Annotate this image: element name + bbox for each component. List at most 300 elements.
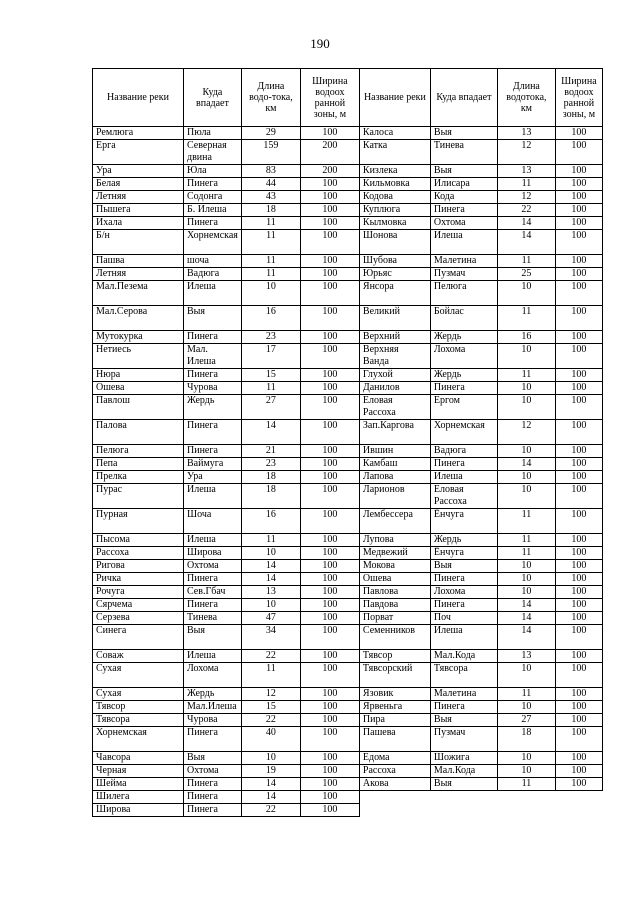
left-length-cell: 11 — [241, 382, 300, 395]
left-outflow-cell: Пинега — [184, 727, 242, 752]
left-length-cell: 14 — [241, 420, 300, 445]
empty-cell — [497, 791, 555, 804]
right-outflow-cell: Хорнемская — [430, 420, 497, 445]
right-outflow-cell: Ёнчуга — [430, 547, 497, 560]
left-length-cell: 47 — [241, 612, 300, 625]
table-row — [93, 688, 603, 701]
left-zone-width-cell: 100 — [300, 306, 359, 331]
right-zone-width-cell: 100 — [555, 191, 602, 204]
left-river-name-cell: Пурас — [93, 484, 184, 509]
left-river-name-cell: Тявсор — [93, 701, 184, 714]
right-outflow-cell: Мал.Кода — [430, 765, 497, 778]
right-river-name-cell: Мокова — [359, 560, 430, 573]
left-length-cell: 14 — [241, 560, 300, 573]
right-outflow-cell: Ёнчуга — [430, 509, 497, 534]
right-outflow-cell: Поч — [430, 612, 497, 625]
left-zone-width-cell: 100 — [300, 127, 359, 140]
right-length-cell: 10 — [497, 382, 555, 395]
right-outflow-cell: Илеша — [430, 230, 497, 255]
left-outflow-cell: Северная двина — [184, 140, 242, 165]
left-outflow-cell: Пинега — [184, 804, 242, 817]
left-outflow-cell: Илеша — [184, 534, 242, 547]
table-row — [93, 612, 603, 625]
right-outflow-cell: Лохома — [430, 344, 497, 369]
table-row — [93, 420, 603, 445]
left-zone-width-cell: 100 — [300, 599, 359, 612]
right-river-name-cell: Великий — [359, 306, 430, 331]
left-outflow-cell: Пинега — [184, 369, 242, 382]
table-header-row — [93, 69, 603, 127]
table-row — [93, 178, 603, 191]
table-row — [93, 471, 603, 484]
left-length-cell: 14 — [241, 778, 300, 791]
right-length-cell: 13 — [497, 165, 555, 178]
left-length-cell: 11 — [241, 534, 300, 547]
left-length-cell: 21 — [241, 445, 300, 458]
left-outflow-cell: Ваймуга — [184, 458, 242, 471]
right-length-cell: 14 — [497, 625, 555, 650]
left-length-cell: 11 — [241, 268, 300, 281]
right-outflow-cell: Жердь — [430, 369, 497, 382]
left-outflow-cell: Лохома — [184, 663, 242, 688]
right-length-cell: 10 — [497, 560, 555, 573]
left-outflow-cell: Шоча — [184, 509, 242, 534]
right-length-cell: 10 — [497, 752, 555, 765]
left-zone-width-cell: 100 — [300, 204, 359, 217]
left-length-cell: 10 — [241, 752, 300, 765]
right-zone-width-cell: 100 — [555, 178, 602, 191]
right-zone-width-cell: 100 — [555, 625, 602, 650]
right-zone-width-cell: 100 — [555, 445, 602, 458]
left-length-cell: 11 — [241, 217, 300, 230]
left-outflow-cell: Пинега — [184, 599, 242, 612]
table-row — [93, 573, 603, 586]
table-row — [93, 791, 603, 804]
left-outflow-cell: Мал.Илеша — [184, 701, 242, 714]
right-river-name-cell: Пашева — [359, 727, 430, 752]
left-zone-width-cell: 100 — [300, 230, 359, 255]
empty-cell — [359, 791, 430, 804]
left-river-name-cell: Черная — [93, 765, 184, 778]
left-river-name-cell: Хорнемская — [93, 727, 184, 752]
left-length-cell: 83 — [241, 165, 300, 178]
left-outflow-cell: Выя — [184, 306, 242, 331]
left-length-cell: 11 — [241, 663, 300, 688]
left-river-name-cell: Шейма — [93, 778, 184, 791]
left-river-name-cell: Ригова — [93, 560, 184, 573]
right-zone-width-cell: 100 — [555, 714, 602, 727]
left-outflow-cell: Илеша — [184, 281, 242, 306]
right-river-name-cell: Данилов — [359, 382, 430, 395]
table-row — [93, 701, 603, 714]
right-length-cell: 11 — [497, 509, 555, 534]
left-length-cell: 13 — [241, 586, 300, 599]
right-river-name-cell: Камбаш — [359, 458, 430, 471]
header-outflow-2: Куда впадает — [430, 69, 497, 127]
page-number: 190 — [310, 36, 330, 51]
right-length-cell: 18 — [497, 727, 555, 752]
empty-cell — [555, 791, 602, 804]
right-length-cell: 11 — [497, 534, 555, 547]
right-zone-width-cell: 100 — [555, 306, 602, 331]
left-outflow-cell: Пинега — [184, 178, 242, 191]
left-length-cell: 10 — [241, 547, 300, 560]
table-row — [93, 727, 603, 752]
left-river-name-cell: Тявсора — [93, 714, 184, 727]
right-river-name-cell: Кодова — [359, 191, 430, 204]
empty-cell — [430, 791, 497, 804]
right-zone-width-cell: 100 — [555, 268, 602, 281]
left-river-name-cell: Синега — [93, 625, 184, 650]
right-length-cell: 14 — [497, 458, 555, 471]
left-river-name-cell: Мал.Пезема — [93, 281, 184, 306]
right-river-name-cell: Кильмовка — [359, 178, 430, 191]
table-row — [93, 560, 603, 573]
table-row — [93, 382, 603, 395]
left-river-name-cell: Ерга — [93, 140, 184, 165]
right-zone-width-cell: 100 — [555, 778, 602, 791]
left-outflow-cell: Жердь — [184, 688, 242, 701]
right-outflow-cell: Илеша — [430, 625, 497, 650]
right-outflow-cell: Пинега — [430, 458, 497, 471]
left-length-cell: 43 — [241, 191, 300, 204]
left-river-name-cell: Шилега — [93, 791, 184, 804]
rivers-table — [92, 68, 603, 817]
left-outflow-cell: Пинега — [184, 778, 242, 791]
right-zone-width-cell: 100 — [555, 382, 602, 395]
right-length-cell: 27 — [497, 714, 555, 727]
left-zone-width-cell: 100 — [300, 701, 359, 714]
left-zone-width-cell: 100 — [300, 573, 359, 586]
left-river-name-cell: Серзева — [93, 612, 184, 625]
right-length-cell: 13 — [497, 127, 555, 140]
left-length-cell: 10 — [241, 599, 300, 612]
left-outflow-cell: Хорнемская — [184, 230, 242, 255]
table-row — [93, 191, 603, 204]
left-length-cell: 15 — [241, 701, 300, 714]
right-river-name-cell: Зап.Каргова — [359, 420, 430, 445]
right-zone-width-cell: 100 — [555, 727, 602, 752]
right-zone-width-cell: 100 — [555, 255, 602, 268]
right-river-name-cell: Павлова — [359, 586, 430, 599]
right-length-cell: 16 — [497, 331, 555, 344]
right-river-name-cell: Лупова — [359, 534, 430, 547]
left-river-name-cell: Рассоха — [93, 547, 184, 560]
table-row — [93, 306, 603, 331]
left-outflow-cell: Пинега — [184, 217, 242, 230]
left-river-name-cell: Нетиесь — [93, 344, 184, 369]
right-length-cell: 10 — [497, 484, 555, 509]
table-row — [93, 599, 603, 612]
left-length-cell: 17 — [241, 344, 300, 369]
right-outflow-cell: Ергом — [430, 395, 497, 420]
right-zone-width-cell: 100 — [555, 612, 602, 625]
left-zone-width-cell: 100 — [300, 331, 359, 344]
left-outflow-cell: Пинега — [184, 420, 242, 445]
table-row — [93, 165, 603, 178]
right-zone-width-cell: 100 — [555, 344, 602, 369]
right-outflow-cell: Пинега — [430, 573, 497, 586]
left-zone-width-cell: 100 — [300, 281, 359, 306]
table-row — [93, 804, 603, 817]
table-row — [93, 281, 603, 306]
left-zone-width-cell: 100 — [300, 727, 359, 752]
empty-cell — [497, 804, 555, 817]
right-outflow-cell: Пузмач — [430, 268, 497, 281]
right-length-cell: 22 — [497, 204, 555, 217]
left-length-cell: 27 — [241, 395, 300, 420]
header-protection-zone-width: Ширина водоох ранной зоны, м — [300, 69, 359, 127]
right-river-name-cell: Павдова — [359, 599, 430, 612]
left-zone-width-cell: 200 — [300, 140, 359, 165]
right-zone-width-cell: 100 — [555, 534, 602, 547]
table-row — [93, 534, 603, 547]
right-length-cell: 25 — [497, 268, 555, 281]
right-zone-width-cell: 100 — [555, 509, 602, 534]
right-river-name-cell: Ошева — [359, 573, 430, 586]
right-length-cell: 10 — [497, 663, 555, 688]
table-row — [93, 458, 603, 471]
left-length-cell: 18 — [241, 484, 300, 509]
right-river-name-cell: Шубова — [359, 255, 430, 268]
table-row — [93, 127, 603, 140]
right-river-name-cell: Язовик — [359, 688, 430, 701]
left-river-name-cell: Ошева — [93, 382, 184, 395]
right-river-name-cell: Глухой — [359, 369, 430, 382]
right-outflow-cell: Пинега — [430, 599, 497, 612]
right-outflow-cell: Шожига — [430, 752, 497, 765]
left-outflow-cell: Выя — [184, 752, 242, 765]
empty-cell — [430, 804, 497, 817]
left-river-name-cell: Ихала — [93, 217, 184, 230]
left-length-cell: 11 — [241, 230, 300, 255]
right-outflow-cell: Лохома — [430, 586, 497, 599]
empty-cell — [555, 804, 602, 817]
right-zone-width-cell: 100 — [555, 752, 602, 765]
right-length-cell: 14 — [497, 612, 555, 625]
left-zone-width-cell: 100 — [300, 804, 359, 817]
right-length-cell: 14 — [497, 599, 555, 612]
left-zone-width-cell: 100 — [300, 395, 359, 420]
left-zone-width-cell: 100 — [300, 191, 359, 204]
right-length-cell: 10 — [497, 586, 555, 599]
right-river-name-cell: Куплюга — [359, 204, 430, 217]
left-zone-width-cell: 100 — [300, 178, 359, 191]
table-row — [93, 484, 603, 509]
left-river-name-cell: Чавсора — [93, 752, 184, 765]
table-row — [93, 625, 603, 650]
left-river-name-cell: Павлош — [93, 395, 184, 420]
right-zone-width-cell: 100 — [555, 140, 602, 165]
right-zone-width-cell: 100 — [555, 420, 602, 445]
left-zone-width-cell: 100 — [300, 791, 359, 804]
right-outflow-cell: Кода — [430, 191, 497, 204]
empty-cell — [359, 804, 430, 817]
left-length-cell: 44 — [241, 178, 300, 191]
right-zone-width-cell: 100 — [555, 573, 602, 586]
right-outflow-cell: Охтома — [430, 217, 497, 230]
right-outflow-cell: Выя — [430, 778, 497, 791]
header-outflow: Куда впадает — [184, 69, 242, 127]
right-length-cell: 14 — [497, 230, 555, 255]
left-outflow-cell: Охтома — [184, 765, 242, 778]
left-length-cell: 14 — [241, 791, 300, 804]
right-length-cell: 11 — [497, 369, 555, 382]
left-length-cell: 29 — [241, 127, 300, 140]
left-length-cell: 23 — [241, 458, 300, 471]
table-row — [93, 369, 603, 382]
right-river-name-cell: Калоса — [359, 127, 430, 140]
right-zone-width-cell: 100 — [555, 127, 602, 140]
left-zone-width-cell: 100 — [300, 217, 359, 230]
table-row — [93, 268, 603, 281]
right-outflow-cell: Пинега — [430, 701, 497, 714]
left-zone-width-cell: 100 — [300, 509, 359, 534]
right-length-cell: 12 — [497, 420, 555, 445]
left-outflow-cell: Илеша — [184, 484, 242, 509]
table-row — [93, 714, 603, 727]
left-zone-width-cell: 100 — [300, 778, 359, 791]
right-river-name-cell: Юрьяс — [359, 268, 430, 281]
left-river-name-cell: Летняя — [93, 268, 184, 281]
left-length-cell: 11 — [241, 255, 300, 268]
header-length-2: Длина водотока, км — [497, 69, 555, 127]
right-length-cell: 10 — [497, 471, 555, 484]
left-outflow-cell: Вадюга — [184, 268, 242, 281]
left-zone-width-cell: 100 — [300, 268, 359, 281]
left-zone-width-cell: 100 — [300, 445, 359, 458]
left-zone-width-cell: 100 — [300, 255, 359, 268]
left-river-name-cell: Пепа — [93, 458, 184, 471]
left-river-name-cell: Ура — [93, 165, 184, 178]
table-row — [93, 547, 603, 560]
left-outflow-cell: Мал. Илеша — [184, 344, 242, 369]
right-outflow-cell: Илиcара — [430, 178, 497, 191]
left-zone-width-cell: 100 — [300, 765, 359, 778]
right-length-cell: 14 — [497, 217, 555, 230]
left-zone-width-cell: 100 — [300, 650, 359, 663]
table-row — [93, 509, 603, 534]
left-river-name-cell: Пышега — [93, 204, 184, 217]
left-zone-width-cell: 100 — [300, 688, 359, 701]
left-outflow-cell: Сев.Гбач — [184, 586, 242, 599]
right-river-name-cell: Ярвеньга — [359, 701, 430, 714]
right-river-name-cell: Рассоха — [359, 765, 430, 778]
right-outflow-cell: Малетина — [430, 255, 497, 268]
right-outflow-cell: Жердь — [430, 534, 497, 547]
left-outflow-cell: Пинега — [184, 445, 242, 458]
right-length-cell: 11 — [497, 255, 555, 268]
table-row — [93, 255, 603, 268]
right-length-cell: 11 — [497, 178, 555, 191]
right-river-name-cell: Семенников — [359, 625, 430, 650]
left-outflow-cell: Жердь — [184, 395, 242, 420]
left-length-cell: 18 — [241, 471, 300, 484]
right-outflow-cell: Пинега — [430, 204, 497, 217]
left-zone-width-cell: 100 — [300, 420, 359, 445]
right-zone-width-cell: 100 — [555, 369, 602, 382]
left-outflow-cell: Пинега — [184, 331, 242, 344]
left-length-cell: 14 — [241, 573, 300, 586]
right-length-cell: 10 — [497, 445, 555, 458]
left-river-name-cell: Палова — [93, 420, 184, 445]
right-outflow-cell: Выя — [430, 127, 497, 140]
right-zone-width-cell: 100 — [555, 165, 602, 178]
right-zone-width-cell: 100 — [555, 395, 602, 420]
table-row — [93, 331, 603, 344]
left-river-name-cell: Пашва — [93, 255, 184, 268]
left-length-cell: 16 — [241, 509, 300, 534]
right-river-name-cell: Верхний — [359, 331, 430, 344]
right-river-name-cell: Пира — [359, 714, 430, 727]
left-outflow-cell: Выя — [184, 625, 242, 650]
left-length-cell: 19 — [241, 765, 300, 778]
right-length-cell: 10 — [497, 344, 555, 369]
right-outflow-cell: Илеша — [430, 471, 497, 484]
right-length-cell: 12 — [497, 140, 555, 165]
right-river-name-cell: Лапова — [359, 471, 430, 484]
left-zone-width-cell: 100 — [300, 586, 359, 599]
table-row — [93, 752, 603, 765]
right-outflow-cell: Тинева — [430, 140, 497, 165]
table-row — [93, 204, 603, 217]
right-zone-width-cell: 100 — [555, 586, 602, 599]
left-outflow-cell: Юла — [184, 165, 242, 178]
right-length-cell: 11 — [497, 778, 555, 791]
left-zone-width-cell: 100 — [300, 547, 359, 560]
left-river-name-cell: Ширoва — [93, 804, 184, 817]
header-river-name: Название реки — [93, 69, 184, 127]
left-outflow-cell: Б. Илеша — [184, 204, 242, 217]
right-length-cell: 13 — [497, 650, 555, 663]
left-river-name-cell: Соваж — [93, 650, 184, 663]
left-length-cell: 23 — [241, 331, 300, 344]
left-length-cell: 159 — [241, 140, 300, 165]
left-river-name-cell: Рочуга — [93, 586, 184, 599]
right-length-cell: 10 — [497, 701, 555, 714]
table-row — [93, 230, 603, 255]
right-river-name-cell: Акова — [359, 778, 430, 791]
right-zone-width-cell: 100 — [555, 281, 602, 306]
left-river-name-cell: Летняя — [93, 191, 184, 204]
left-outflow-cell: Тинева — [184, 612, 242, 625]
left-outflow-cell: Пинега — [184, 573, 242, 586]
left-outflow-cell: Чурова — [184, 714, 242, 727]
right-zone-width-cell: 100 — [555, 599, 602, 612]
right-outflow-cell: Выя — [430, 165, 497, 178]
left-zone-width-cell: 100 — [300, 344, 359, 369]
right-zone-width-cell: 100 — [555, 560, 602, 573]
left-length-cell: 22 — [241, 650, 300, 663]
left-zone-width-cell: 100 — [300, 663, 359, 688]
right-river-name-cell: Ларионов — [359, 484, 430, 509]
right-zone-width-cell: 100 — [555, 230, 602, 255]
left-zone-width-cell: 100 — [300, 612, 359, 625]
left-river-name-cell: Белая — [93, 178, 184, 191]
left-river-name-cell: Сухая — [93, 688, 184, 701]
left-zone-width-cell: 100 — [300, 625, 359, 650]
left-zone-width-cell: 100 — [300, 382, 359, 395]
right-outflow-cell: Бойлас — [430, 306, 497, 331]
right-zone-width-cell: 100 — [555, 204, 602, 217]
left-length-cell: 22 — [241, 804, 300, 817]
left-zone-width-cell: 100 — [300, 560, 359, 573]
table-body — [93, 127, 603, 817]
left-zone-width-cell: 100 — [300, 752, 359, 765]
right-length-cell: 11 — [497, 688, 555, 701]
table-row — [93, 778, 603, 791]
right-river-name-cell: Шонова — [359, 230, 430, 255]
